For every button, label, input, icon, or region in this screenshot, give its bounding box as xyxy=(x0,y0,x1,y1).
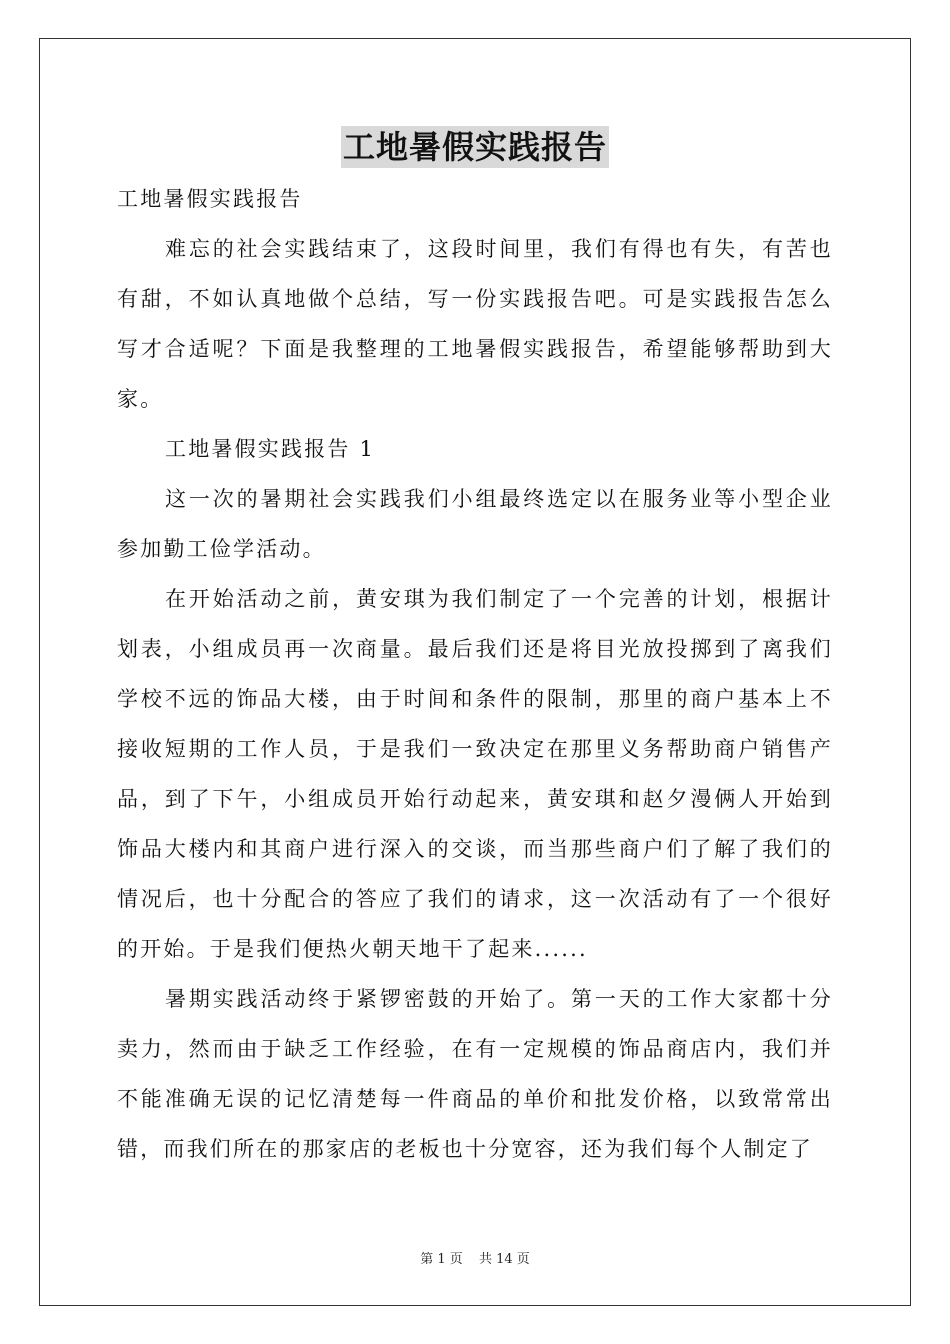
document-body xyxy=(117,174,833,1174)
document-title: 工地暑假实践报告 xyxy=(342,128,607,166)
paragraph: 在开始活动之前，黄安琪为我们制定了一个完善的计划，根据计划表，小组成员再一次商量。最后我们还是将目光放投掷到了离我们学校不远的饰品大楼，由于时间和条件的限制，那里的商户基本上不接收短期的工作人员，于是我们一致决定在那里义务帮助商户销售产品，到了下午，小组成员开始行动起来，黄安琪和赵夕漫俩人开始到饰品大楼内和其商户进行深入的交谈，而当那些商户们了解了我们的情况后，也十分配合的答应了我们的请求，这一次活动有了一个很好的开始。于是我们便热火朝天地干了起来...... xyxy=(117,587,833,961)
page-total: 共 14 页 xyxy=(478,1252,530,1267)
paragraph: 难忘的社会实践结束了，这段时间里，我们有得也有失，有苦也有甜，不如认真地做个总结，写一份实践报告吧。可是实践报告怎么写才合适呢？下面是我整理的工地暑假实践报告，希望能够帮助到大家。 xyxy=(117,237,833,411)
page-number: 第 1 页 xyxy=(420,1252,463,1267)
paragraph: 工地暑假实践报告 xyxy=(117,187,303,211)
paragraph: 暑期实践活动终于紧锣密鼓的开始了。第一天的工作大家都十分卖力，然而由于缺乏工作经验，在有一定规模的饰品商店内，我们并不能准确无误的记忆清楚每一件商品的单价和批发价格，以致常常出错，而我们所在的那家店的老板也十分宽容，还为我们每个人制定了 xyxy=(117,987,833,1161)
paragraph: 这一次的暑期社会实践我们小组最终选定以在服务业等小型企业参加勤工俭学活动。 xyxy=(117,487,833,561)
title-container xyxy=(0,126,950,168)
section-heading: 工地暑假实践报告 1 xyxy=(165,437,376,461)
page-footer xyxy=(0,1248,950,1267)
